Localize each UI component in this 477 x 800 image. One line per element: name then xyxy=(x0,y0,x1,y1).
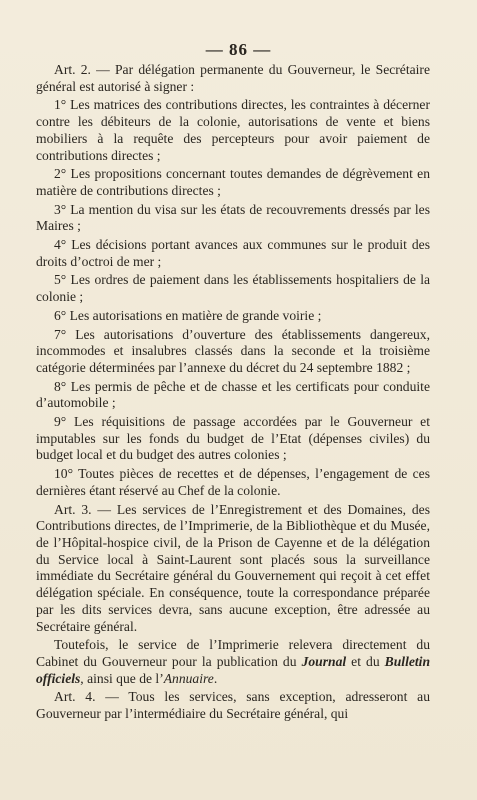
annuaire-title: Annuaire xyxy=(163,670,214,686)
list-item: 8° Les permis de pêche et de chasse et les certificats pour conduite d’automobile ; xyxy=(36,378,430,411)
document-body xyxy=(36,62,430,725)
toutefois-middle: et du xyxy=(346,653,385,669)
article-2-intro: Art. 2. — Par délégation permanente du Gouverneur, le Secrétaire général est autorisé à signer : xyxy=(36,62,430,94)
list-item: 7° Les autorisations d’ouverture des établissements dangereux, incommodes et insalubres classés dans la seconde et la troisième catégorie déterminées par l’annexe du décret du 24 septembre 1882 ; xyxy=(36,326,430,375)
list-item: 9° Les réquisitions de passage accordées par le Gouverneur et imputables sur les fonds du budget de l’Etat (dépenses civiles) du budget local et du budget des autres colonies ; xyxy=(36,414,430,463)
list-item: 4° Les décisions portant avances aux communes sur le produit des droits d’octroi de mer ; xyxy=(36,237,430,269)
journal-title: Journal xyxy=(301,653,347,669)
list-item: 1° Les matrices des contributions directes, les contraintes à décerner contre les débiteurs de la colonie, autorisations de vente et biens mobiliers à la requête des percepteurs pour avoir paiement de contributions directes ; xyxy=(36,97,430,163)
list-item: 10° Toutes pièces de recettes et de dépenses, l’engagement de ces dernières étant réservé au Chef de la colonie. xyxy=(36,466,430,498)
article-4: Art. 4. — Tous les services, sans exception, adresseront au Gouverneur par l’intermédiaire du Secrétaire général, qui xyxy=(36,689,430,722)
bulletin-title: Bulletin officiels xyxy=(36,653,430,686)
page-number: — 86 — xyxy=(205,40,272,59)
toutefois-end: . xyxy=(213,670,218,686)
article-3: Art. 3. — Les services de l’Enregistrement et des Domaines, des Contributions directes, de l’Imprimerie, de la Bibliothèque et du Musée, de l’Hôpital-hospice civil, de la Prison de Cayenne et de la délégation du Service local à Saint-Laurent sont placés sous la surveillance immédiate du Secrétaire général du Gouvernement qui reçoit à cet effet délégation spéciale. En conséquence, toute la correspondance préparée par les dits services devra, sans aucune exception, être adressée au Secrétaire général. xyxy=(36,501,430,634)
toutefois-paragraph xyxy=(36,637,430,687)
toutefois-before: Toutefois, le service de l’Imprimerie relevera directement du Cabinet du Gouverneur pour la publication du xyxy=(36,637,430,669)
list-item: 3° La mention du visa sur les états de recouvrements dressés par les Maires ; xyxy=(36,201,430,234)
list-item: 6° Les autorisations en matière de grande voirie ; xyxy=(54,307,322,323)
toutefois-after: , ainsi que de l’ xyxy=(80,670,164,686)
list-item: 2° Les propositions concernant toutes demandes de dégrèvement en matière de contributions directes ; xyxy=(36,166,430,198)
list-item: 5° Les ordres de paiement dans les établissements hospitaliers de la colonie ; xyxy=(36,272,430,305)
